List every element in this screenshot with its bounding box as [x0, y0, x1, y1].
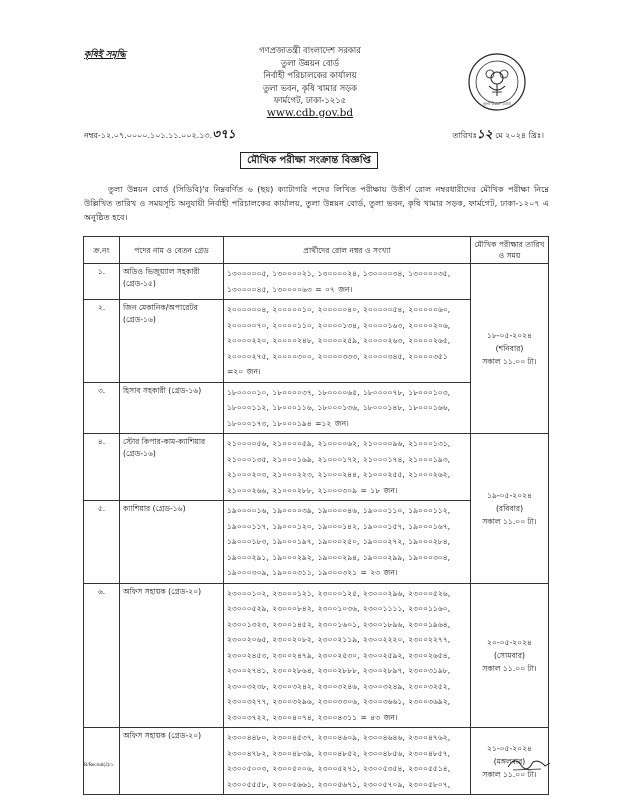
serial-cell: ৩. [84, 382, 120, 434]
header-line-building: তুলা ভবন, কৃষি খামার সড়ক [262, 82, 358, 93]
header-line-board: তুলা উন্নয়ন বোর্ড [280, 57, 340, 68]
header-serial: ক্র.নং [84, 237, 120, 264]
header-line-government: গণপ্রজাতন্ত্রী বাংলাদেশ সরকার [259, 45, 361, 55]
header-line-address: ফার্মগেট, ঢাকা-১২১৫ [273, 95, 347, 105]
rolls-cell: ১৯০০০০১৬, ১৯০০০০৩৯, ১৯০০০০৪৬, ১৯০০০১১০, ১৯০০০১১২, ১৯০০০১১৭, ১৯০০০১২০, ১৯০০০১৪২, ১৯০০০১৫৭, ১৯০০০১৬৭, ১৯০০০১৮৩, ১৯০০০১৯৭, ১৯০০০২৫০, ১৯০০০২৭২, ১৯০০০২৮৪, ১৯০০০২৯১, ১৯০০০২৯২, ১৯০০০২৯৪, ১৯০০০২৯৯, ১৯০০০৩০৪, ১৯০০০৩০৯, ১৯০০০৩১১, ১৯০০০৩২১ = ২৩ জন। [224, 501, 471, 584]
memo-number [84, 126, 236, 146]
schedule-date: ১৯-০৫-২০২৪ [487, 490, 532, 500]
schedule-cell [471, 264, 549, 434]
schedule-date: ২০-০৫-২০২৪ [487, 637, 532, 647]
memo-date-handwritten: ১২ [476, 127, 493, 141]
table-header-row [84, 237, 549, 264]
table-row [84, 728, 549, 795]
website-link[interactable]: www.cdb.gov.bd [266, 106, 354, 119]
serial-cell: ১. [84, 264, 120, 300]
memo-date-prefix: তারিখঃ [452, 131, 477, 140]
rolls-cell: ২০০০০০০৪, ২০০০০০১০, ২০০০০০৪০, ২০০০০০৫৪, ২০০০০০৬০, ২০০০০০৭০, ২০০০০১১০, ২০০০০১৩৪, ২০০০০১৬৩, ২০০০০২০৬, ২০০০০২২০, ২০০০০২৪৮, ২০০০০২৫৯, ২০০০০২৬৩, ২০০০০২৬৫, ২০০০০২৭৫, ২০০০০৩০০, ২০০০০৩৩৩, ২০০০০৩৪৫, ২০০০০৩৫১ =২০ জন। [224, 300, 471, 383]
notice-title-text: মৌখিক পরীক্ষা সংক্রান্ত বিজ্ঞপ্তি [240, 152, 378, 169]
rolls-cell: ১৩০০০০০৫, ১৩০০০০২১, ১৩০০০০২৪, ১৩০০০০৩৪, ১৩০০০০৩৫, ১৩০০০০৪৫, ১৩০০০০৬৩ = ০৭ জন। [224, 264, 471, 300]
schedule-cell [471, 434, 549, 584]
rolls-cell: ২৩০০০১০২, ২৩০০০১২১, ২৩০০০১২৫, ২৩০০০২৯৬, ২৩০০০৫২৬, ২৩০০০৫২৯, ২৩০০০৮৪২, ২৩০০১০৩৬, ২৩০০১১১১, ২৩০০১১৬০, ২৩০০১৩২৩, ২৩০০১৪৫২, ২৩০০১৬০১, ২৩০০১৮৯৬, ২৩০০১৯৬৪, ২৩০০২০৬৫, ২৩০০২০৮২, ২৩০০২১১৯, ২৩০০২২২০, ২৩০০২২৭৭, ২৩০০২৪৫৩, ২৩০০২৪৭৯, ২৩০০২৫৩০, ২৩০০২৫৯২, ২৩০০২৬৫৪, ২৩০০২৭৪১, ২৩০০২৮৬৪, ২৩০০২৮৮৮, ২৩০০২৮৯৭, ২৩০০৩১৯৮, ২৩০০৩২৩৮, ২৩০০৩২৪২, ২৩০০৩২৪৬, ২৩০০৩২৪৯, ২৩০০৩২৫২, ২৩০০৩২৭৭, ২৩০০৩২৯৬, ২৩০০৩৩০৬, ২৩০০৩৬৬১, ২৩০০৩৬৯২, ২৩০০৩৭২২, ২৩০০৪০৭৪, ২৩০০৪৩১১ = ৪৩ জন। [224, 583, 471, 728]
post-cell: অফিস সহায়ক (গ্রেড-২০) [120, 728, 224, 795]
schedule-day: (মঙ্গলবার) [493, 756, 526, 766]
table-row [84, 264, 549, 300]
table-row [84, 583, 549, 728]
post-cell: অফিস সহায়ক (গ্রেড-২০) [120, 583, 224, 728]
viva-schedule-table [83, 236, 549, 795]
header-post: পদের নাম ও বেতন গ্রেড [120, 237, 224, 264]
table-row [84, 434, 549, 501]
schedule-date: ১৮-০৫-২০২৪ [487, 331, 532, 340]
serial-cell: ২. [84, 300, 120, 383]
schedule-time: সকাল ১১.০০ টা। [482, 769, 537, 779]
schedule-cell [471, 583, 549, 728]
header-rolls: প্রার্থীদের রোল নম্বর ও সংখ্যা [224, 237, 471, 264]
intro-paragraph: তুলা উন্নয়ন বোর্ড (সিডিবি)'র নিম্নবর্ণিত ৬ (ছয়) ক্যাটাগরি পদের লিখিত পরীক্ষায় উত্তীর্ণ রোল নম্বরধারীদের মৌখিক পরীক্ষা নিম্নে উল্লিখিত তারিখ ও সময়সূচি অনুযায়ী নির্বাহী পরিচালকের কার্যালয়, তুলা উন্নয়ন বোর্ড, তুলা ভবন, কৃষি খামার সড়ক, ফার্মগেট, ঢাকা-১২০৭ এ অনুষ্ঠিত হবে। [84, 184, 549, 222]
slogan: কৃষিই সমৃদ্ধি [84, 50, 126, 60]
schedule-time: সকাল ১১.০০ টা। [482, 357, 537, 366]
header-line-office: নির্বাহী পরিচালকের কার্যালয় [263, 70, 357, 80]
post-cell: অডিও ভিজুয়্যাল সহকারী (গ্রেড-১৫) [120, 264, 224, 300]
signature-icon [505, 752, 553, 774]
serial-cell: ৬. [84, 583, 120, 728]
serial-cell: ৫. [84, 501, 120, 584]
header-schedule: মৌখিক পরীক্ষার তারিখ ও সময় [471, 237, 549, 264]
memo-date-suffix: মে ২০২৪ খ্রিঃ। [495, 131, 544, 140]
rolls-cell: ২৩০০৪৪৮০, ২৩০০৪৫৩৭, ২৩০০৪৬০৯, ২৩০০৪৬৪৬, ২৩০০৪৭৬২, ২৩০০৪৭৮২, ২৩০০৪৮৩৯, ২৩০০৪৮৫২, ২৩০০৪৮৫৬, ২৩০০৪৮৫৭, ২৩০০৫০০৩, ২৩০০৫০০৬, ২৩০০৫২৭১, ২৩০০৫৩৫৪, ২৩০০৫৫১৪, ২৩০০৫৫৫৮, ২৩০০৫৬৬১, ২৩০০৫৬৭১, ২৩০০৫৭০৯, ২৩০০৫৮০৭, [224, 728, 471, 795]
schedule-date: ২১-০৫-২০২৪ [487, 743, 532, 753]
rolls-cell: ২১০০০০৫৬, ২১০০০০৫৯, ২১০০০০৬২, ২১০০০০৯৬, ২১০০০১৩১, ২১০০০১৩৫, ২১০০০১৬৯, ২১০০০১৭২, ২১০০০১৭৪, ২১০০০১৯৩, ২১০০০২০৩, ২১০০০২২৩, ২১০০০২৪৪, ২১০০০২৫৫, ২১০০০২৬২, ২১০০০২৬৬, ২১০০০২৮৮, ২১০০০৩০৯ = ১৮ জন। [224, 434, 471, 501]
logo-caption: তুলা উন্নয়ন বোর্ড [483, 101, 511, 106]
post-cell: স্টোর কিপার-কাম-ক্যাশিয়ার (গ্রেড-১৬) [120, 434, 224, 501]
memo-date [452, 126, 544, 146]
rolls-cell: ১৮০০০০১০, ১৮০০০০৩৭, ১৮০০০০৬৫, ১৮০০০০৭৮, ১৮০০০১০৩, ১৮০০০১১২, ১৮০০০১১৬, ১৮০০০১৩৬, ১৮০০০১৪৮, ১৮০০০১৬৬, ১৮০০০১৭৩, ১৮০০০১৯৪ =১২ জন। [224, 382, 471, 434]
post-cell: হিসাব সহকারী (গ্রেড-১৬) [120, 382, 224, 434]
schedule-time: সকাল ১১.০০ টা। [482, 516, 537, 526]
notice-title [0, 153, 618, 170]
schedule-day: (শনিবার) [495, 344, 524, 353]
serial-cell [84, 728, 120, 795]
schedule-day: (সোমবার) [493, 650, 526, 660]
post-cell: জিন মেকানিক/অপারেটর (গ্রেড-১৬) [120, 300, 224, 383]
footer-code: R/Recruit(2)/১ [84, 763, 114, 768]
post-cell: ক্যাশিয়ার (গ্রেড-১৬) [120, 501, 224, 584]
serial-cell: ৪. [84, 434, 120, 501]
letterhead [195, 44, 425, 119]
schedule-day: (রবিবার) [495, 503, 524, 513]
schedule-time: সকাল ১১.০০ টা। [482, 663, 537, 673]
memo-number-prefix: নম্বর-১২.০৭.০০০০.১০১.১১.০০২.১৩. [84, 131, 213, 140]
memo-number-handwritten: ৩৭১ [212, 127, 236, 141]
